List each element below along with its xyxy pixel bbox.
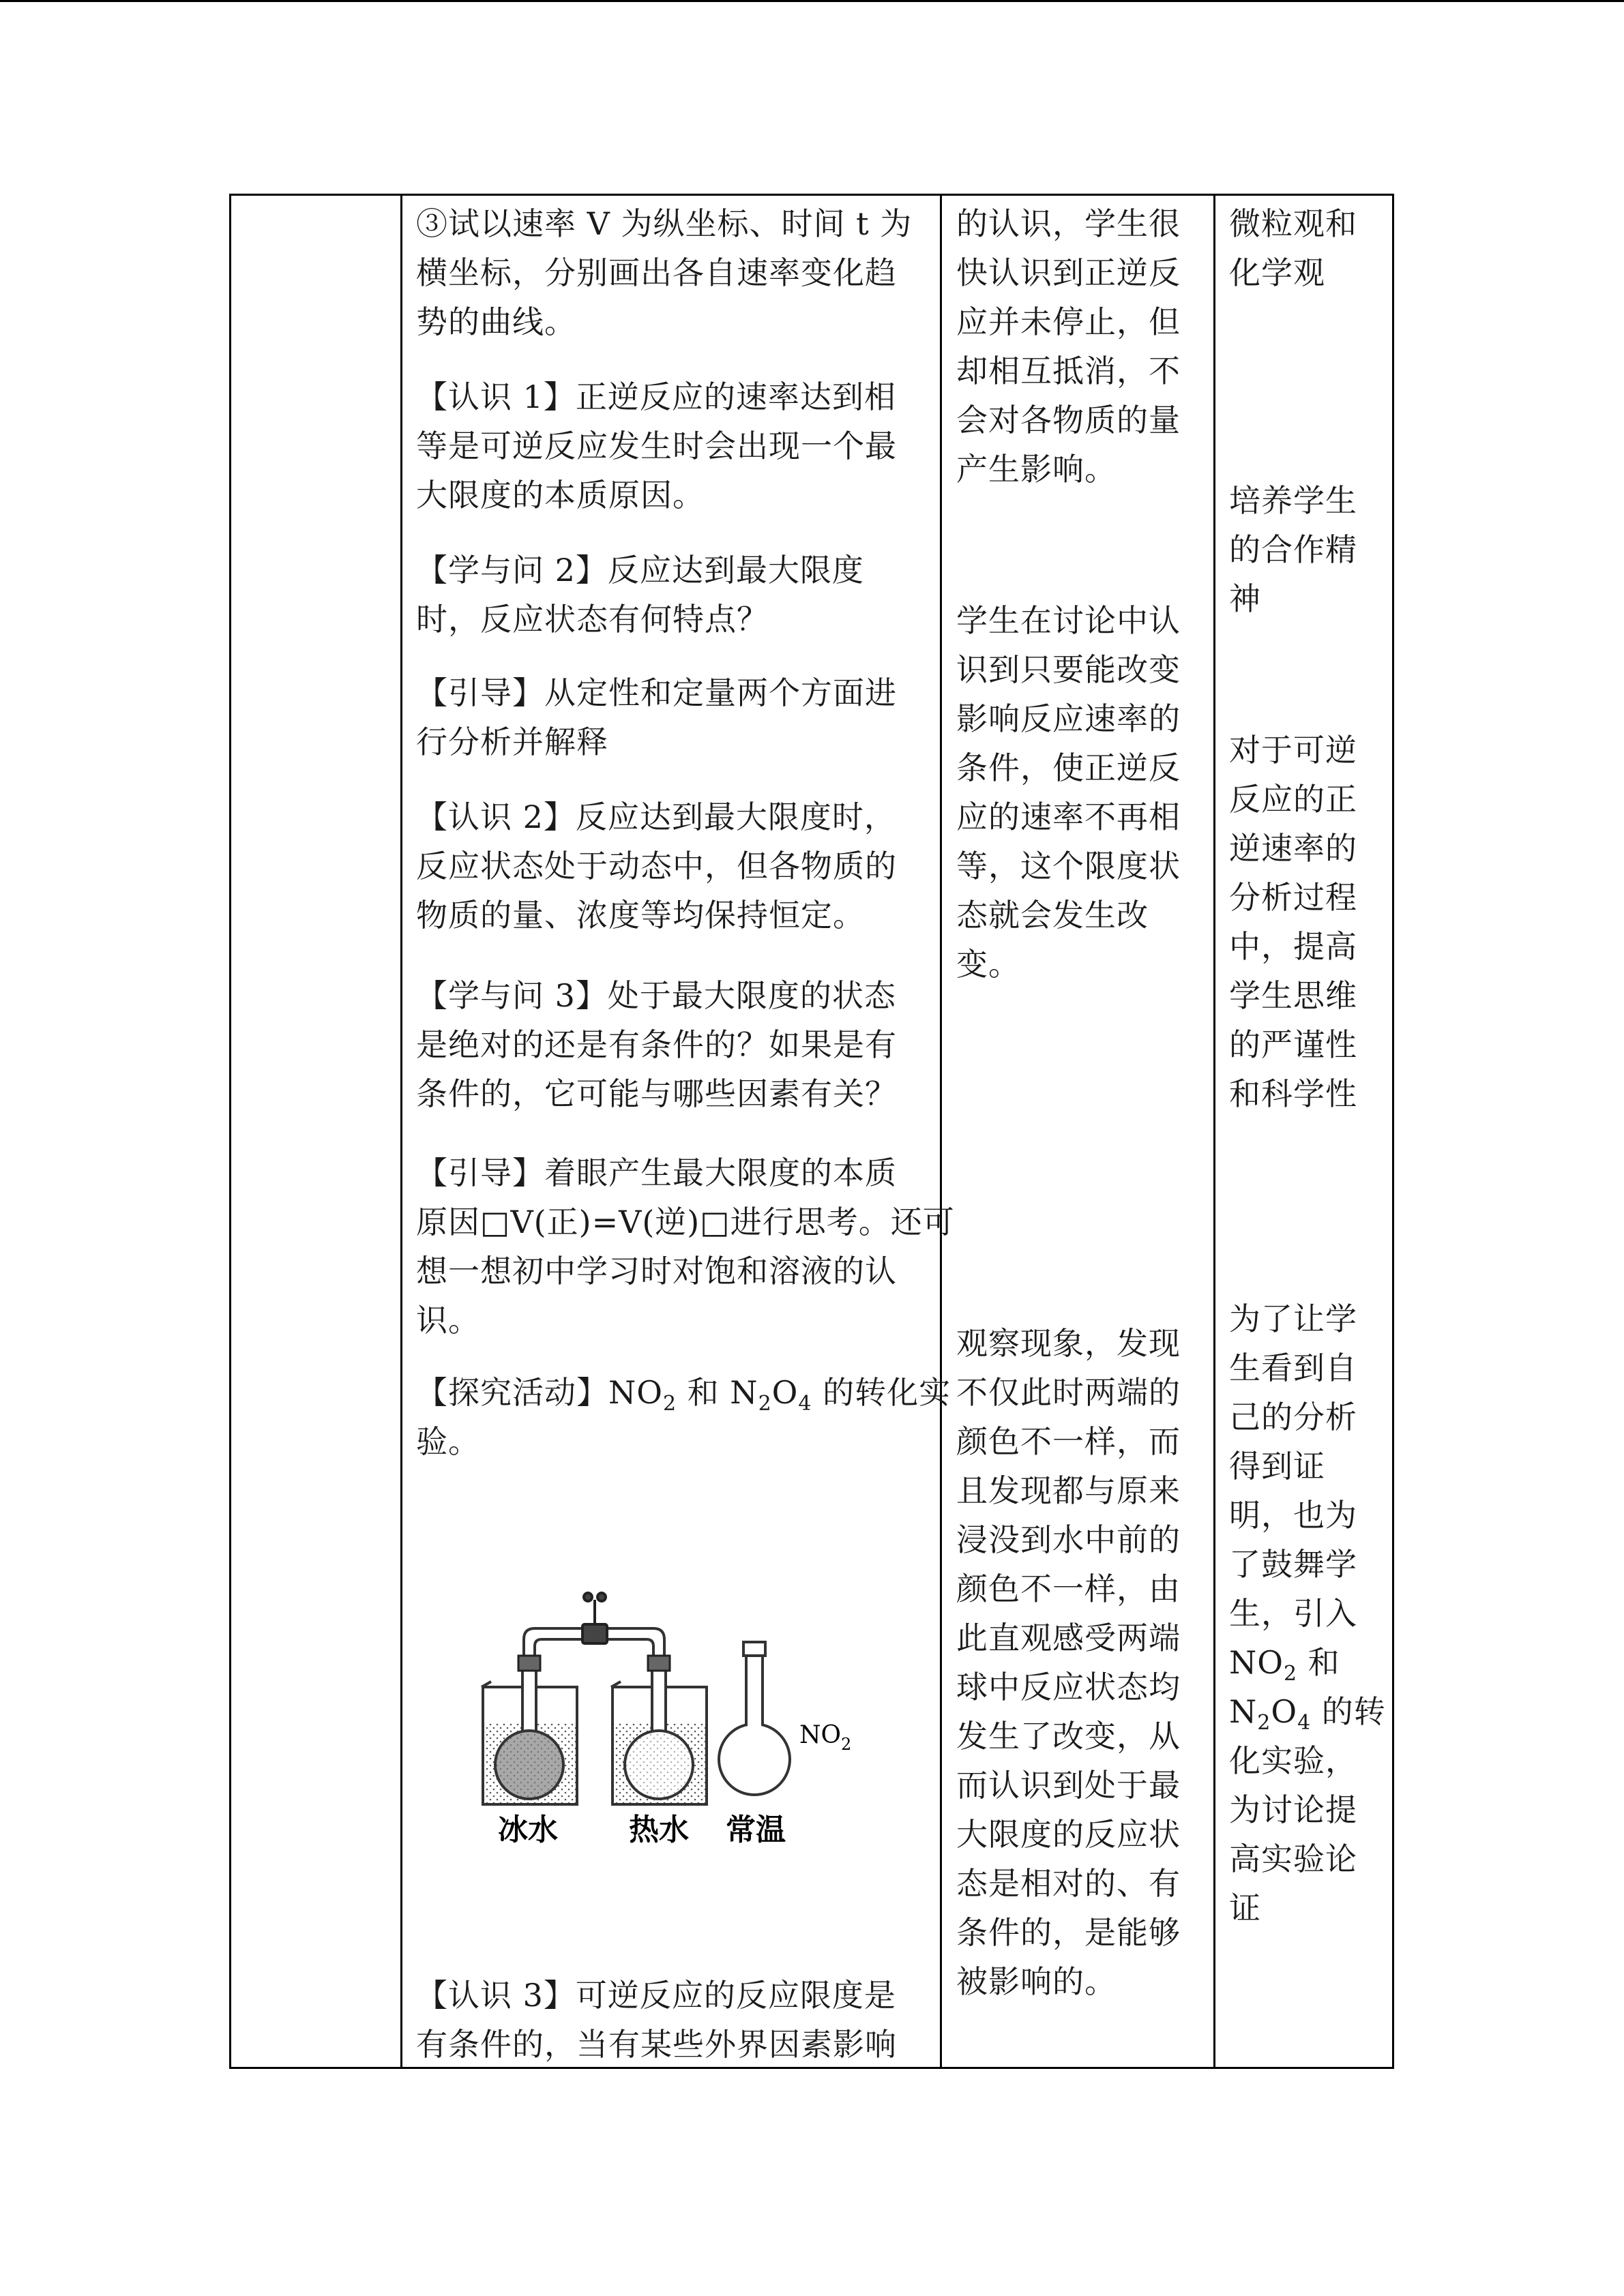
paragraph-guide-2: 【引导】着眼产生最大限度的本质 原因□V(正)=V(逆)□进行思考。还可 想一想初中学习时对饱和溶液的认 识。 — [416, 1154, 955, 1339]
tube-clamp-icon — [582, 1593, 607, 1643]
paragraph-intent-cooperation: 培养学生 的合作精 神 — [1229, 482, 1357, 617]
paragraph-question-2: 【学与问 2】反应达到最大限度 时，反应状态有何特点？ — [416, 552, 864, 638]
ice-water-beaker — [482, 1656, 577, 1804]
paragraph-student-observation: 观察现象，发现 不仅此时两端的 颜色不一样，而 且发现都与原来 浸没到水中前的 颜色不一样，由 此直观感受两端 球中反应状态均 发生了改变，从 而认识到处于最 大限度的反应状 态是相对的、有 条件的，是能够 被影响的。 — [956, 1325, 1181, 2000]
paragraph-student-insight-1: 的认识，学生很 快认识到正逆反 应并未停止，但 却相互抵消，不 会对各物质的量 产生影响。 — [956, 205, 1181, 488]
column-divider — [400, 196, 402, 2067]
hot-water-beaker — [611, 1656, 707, 1804]
column-divider — [1213, 196, 1215, 2067]
label-no2: $NO_2$ — [799, 1721, 852, 1754]
paragraph-insight-2: 【认识 2】反应达到最大限度时， 反应状态处于动态中，但各物质的 物质的量、浓度等均保持恒定。 — [416, 799, 897, 934]
room-temperature-flask — [719, 1642, 790, 1795]
paragraph-question-3: 【学与问 3】处于最大限度的状态 是绝对的还是有条件的？如果是有 条件的，它可能与哪些因素有关？ — [416, 977, 897, 1112]
page-top-rule — [0, 0, 1624, 2]
paragraph-guide-1: 【引导】从定性和定量两个方面进 行分析并解释 — [416, 674, 897, 760]
paragraph-insight-3: 【认识 3】可逆反应的反应限度是 有条件的，当有某些外界因素影响 — [416, 1977, 897, 2063]
label-ice-water: 冰水 — [498, 1813, 558, 1847]
paragraph-insight-1: 【认识 1】正逆反应的速率达到相 等是可逆反应发生时会出现一个最 大限度的本质原因。 — [416, 378, 897, 513]
paragraph-rate-curve-task: ③试以速率 V 为纵坐标、时间 t 为 横坐标，分别画出各自速率变化趋 势的曲线。 — [416, 205, 913, 340]
label-hot-water: 热水 — [629, 1813, 689, 1847]
no2-n2o4-apparatus-figure — [468, 1579, 877, 1852]
label-room-temp: 常温 — [726, 1813, 786, 1847]
paragraph-intent-rigor: 对于可逆 反应的正 逆速率的 分析过程 中，提高 学生思维 的严谨性 和科学性 — [1229, 732, 1357, 1112]
column-divider — [940, 196, 942, 2067]
paragraph-inquiry-activity: 【探究活动】$NO_2$ 和 $N_2O_4$ 的转化实 验。 — [416, 1374, 951, 1460]
paragraph-intent-particle-view: 微粒观和 化学观 — [1229, 205, 1357, 291]
paragraph-student-discussion: 学生在讨论中认 识到只要能改变 影响反应速率的 条件，使正逆反 应的速率不再相 等，这个限度状 态就会发生改 变。 — [956, 602, 1181, 983]
paragraph-intent-experiment: 为了让学 生看到自 己的分析 得到证 明，也为 了鼓舞学 生，引入 $NO_2$ 和 $N_2O_4$ 的转 化实验， 为讨论提 高实验论 证 — [1229, 1300, 1386, 1926]
